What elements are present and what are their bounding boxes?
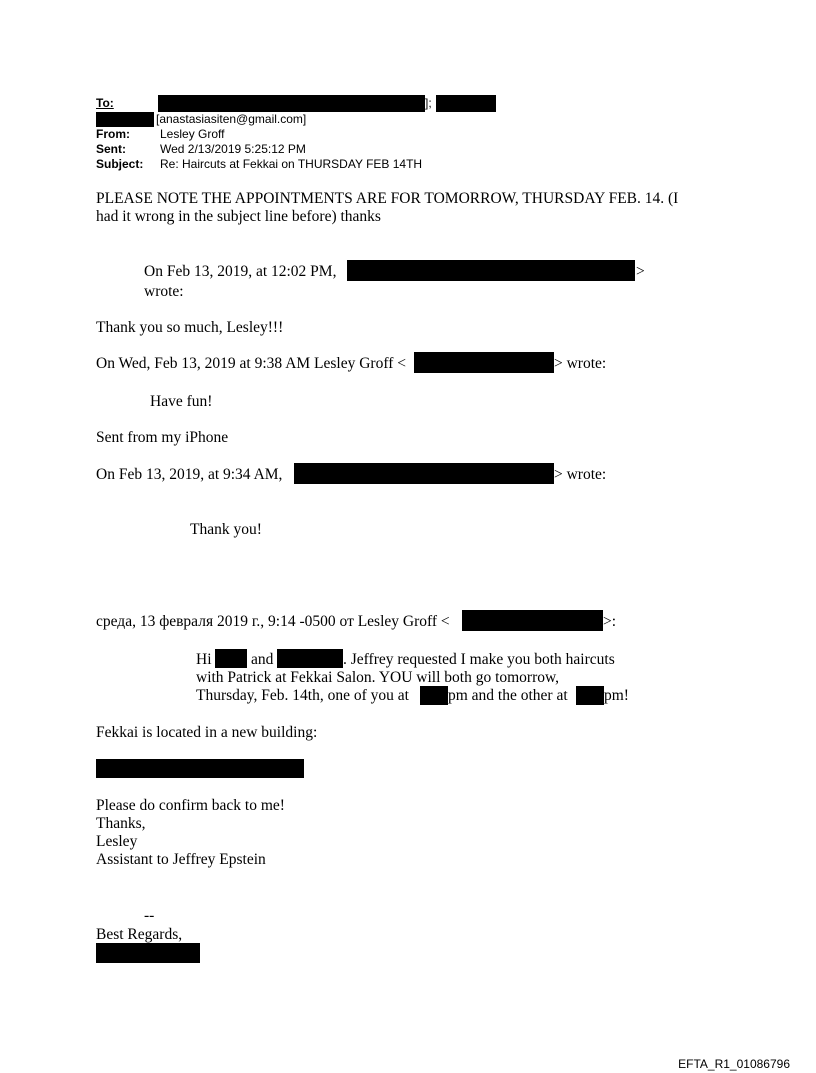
- thanks-signoff: Thanks,: [96, 815, 146, 832]
- have-fun: Have fun!: [150, 393, 213, 410]
- note-line-1: PLEASE NOTE THE APPOINTMENTS ARE FOR TOMORROW, THURSDAY FEB. 14. (I: [96, 190, 679, 207]
- redaction-bar: [347, 260, 635, 281]
- quote-1-wrote: wrote:: [144, 283, 184, 300]
- signature-dashes: --: [144, 907, 155, 924]
- to-label: To:: [96, 96, 114, 110]
- redaction-bar: [414, 352, 554, 373]
- redaction-bar: [96, 943, 200, 963]
- document-id: EFTA_R1_01086796: [678, 1057, 790, 1071]
- confirm-text: Please do confirm back to me!: [96, 797, 285, 814]
- from-label: From:: [96, 127, 130, 141]
- redaction-bar: [294, 463, 554, 484]
- sent-label: Sent:: [96, 142, 126, 156]
- to-email: [anastasiasiten@gmail.com]: [156, 112, 307, 126]
- and-text: and: [251, 651, 274, 668]
- thank-you: Thank you!: [190, 521, 262, 538]
- redaction-bar: [436, 95, 496, 112]
- from-value: Lesley Groff: [160, 127, 225, 141]
- quote-1-gt: >: [636, 263, 645, 280]
- thanks-message: Thank you so much, Lesley!!!: [96, 319, 284, 336]
- note-line-2: had it wrong in the subject line before) thanks: [96, 208, 381, 225]
- to-separator: ];: [425, 96, 432, 110]
- sent-from-iphone: Sent from my iPhone: [96, 429, 229, 446]
- redaction-bar: [96, 759, 304, 778]
- redaction-bar: [420, 686, 448, 705]
- quote-4-header: среда, 13 февраля 2019 г., 9:14 -0500 от Lesley Groff <: [96, 613, 450, 630]
- redaction-bar: [158, 95, 425, 112]
- quote-4-end: >:: [603, 613, 617, 630]
- redaction-bar: [215, 649, 247, 668]
- quote-3-header: On Feb 13, 2019, at 9:34 AM,: [96, 466, 283, 483]
- paragraph-line-3b: pm and the other at: [448, 687, 568, 704]
- hi-text: Hi: [196, 651, 212, 668]
- quote-2-header: On Wed, Feb 13, 2019 at 9:38 AM Lesley Groff <: [96, 355, 406, 372]
- paragraph-line-3a: Thursday, Feb. 14th, one of you at: [196, 687, 409, 704]
- redaction-bar: [277, 649, 343, 668]
- redaction-bar: [576, 686, 604, 705]
- paragraph-line-1: . Jeffrey requested I make you both haircuts: [343, 651, 615, 668]
- redaction-bar: [96, 112, 154, 127]
- location-text: Fekkai is located in a new building:: [96, 724, 318, 741]
- signature-title: Assistant to Jeffrey Epstein: [96, 851, 266, 868]
- best-regards: Best Regards,: [96, 926, 183, 943]
- quote-1-header: On Feb 13, 2019, at 12:02 PM,: [144, 263, 337, 280]
- paragraph-line-3c: pm!: [604, 687, 629, 704]
- subject-value: Re: Haircuts at Fekkai on THURSDAY FEB 14TH: [160, 157, 423, 171]
- sent-value: Wed 2/13/2019 5:25:12 PM: [160, 142, 306, 156]
- signature-name: Lesley: [96, 833, 138, 850]
- redaction-bar: [462, 610, 603, 631]
- paragraph-line-2: with Patrick at Fekkai Salon. YOU will both go tomorrow,: [196, 669, 560, 686]
- subject-label: Subject:: [96, 157, 144, 171]
- quote-3-wrote: > wrote:: [554, 466, 607, 483]
- quote-2-wrote: > wrote:: [554, 355, 607, 372]
